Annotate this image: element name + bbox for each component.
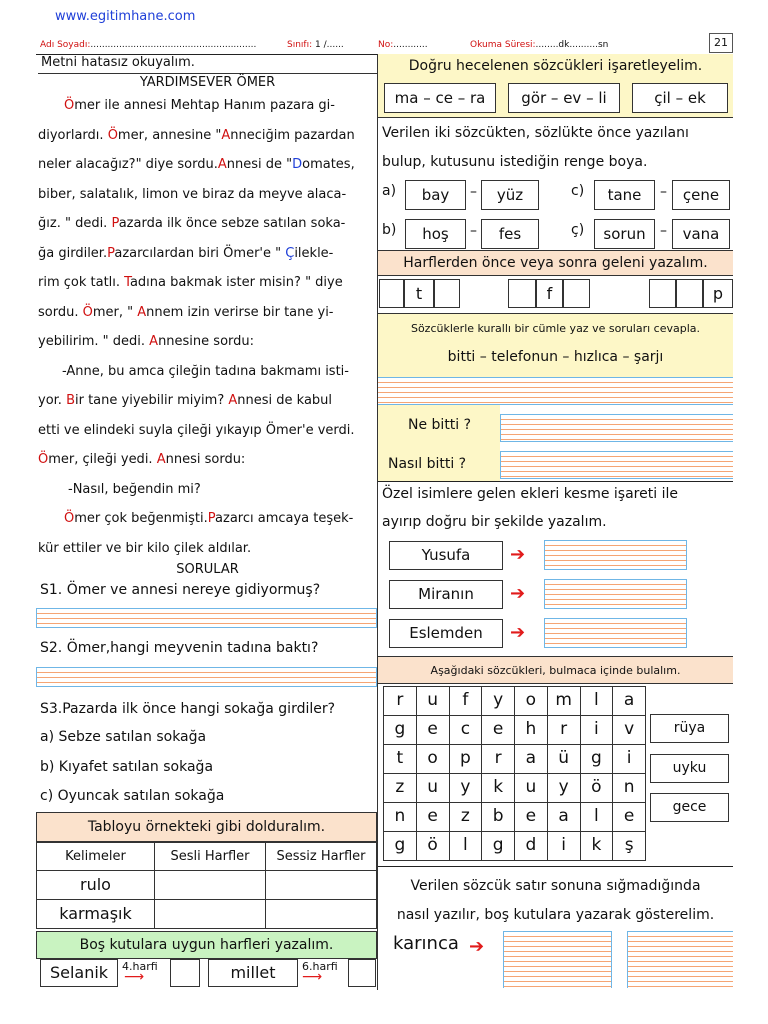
story-text: Ömer ile annesi Mehtap Hanım pazara gi- diyorlardı. Ömer, annesine "Anneciğim pazardan neler alacağız?" diye sordu.Annesi de "Domates, biber, salatalık, limon ve biraz da meyve alaca- ğız. " dedi. Pazarda ilk önce sebze satılan soka- ğa girdiler.Pazarcılardan biri Ömer'e " Çilekle- rim çok tatlı. Tadına bakmak ister misin? " diye sordu. Ömer, " Annem izin verirse bir tane yi- yebilirim. " dedi. Annesine sordu: -Anne, bu amca çileğin tadına bakmamı isti- yor. Bir tane yiyebilir miyim? Annesi de kabul etti ve elindeki suyla çileği yıkayıp Ömer'e verdi. Ömer, çileği yedi. Annesi sordu: -Nasıl, beğendin mi? Ömer çok beğenmişti.Pazarcı amcaya teşek- kür ettiler ve bir kilo çilek aldılar. bbox=[38, 98, 355, 556]
dictionary-word-box[interactable]: vana bbox=[672, 219, 730, 249]
questions-title: SORULAR bbox=[176, 562, 239, 577]
puzzle-cell[interactable]: g bbox=[481, 831, 515, 861]
class-field bbox=[287, 40, 344, 50]
table-title: Tabloyu örnekteki gibi dolduralım. bbox=[36, 812, 377, 842]
fill-answer-box[interactable] bbox=[170, 959, 200, 987]
puzzle-cell[interactable]: e bbox=[481, 715, 515, 745]
fill-hint: 6.harfi bbox=[302, 960, 338, 973]
puzzle-cell[interactable]: g bbox=[580, 744, 614, 774]
table-cell-vowels[interactable] bbox=[154, 899, 266, 929]
letters-title: Harflerden önce veya sonra geleni yazalım. bbox=[378, 250, 733, 276]
puzzle-cell[interactable]: ü bbox=[547, 744, 581, 774]
puzzle-cell[interactable]: e bbox=[416, 802, 450, 832]
reading-instruction: Metni hatasız okuyalım. bbox=[38, 54, 377, 74]
table-header: Sessiz Harfler bbox=[265, 842, 377, 871]
puzzle-cell[interactable]: e bbox=[612, 802, 646, 832]
reading-time-field bbox=[470, 40, 608, 50]
dictionary-instruction-2: bulup, kutusunu istediğin renge boya. bbox=[382, 154, 648, 170]
fill-answer-box[interactable] bbox=[348, 959, 376, 987]
puzzle-cell[interactable]: r bbox=[547, 715, 581, 745]
question-3-option-c[interactable]: c) Oyuncak satılan sokağa bbox=[40, 788, 225, 804]
puzzle-cell[interactable]: d bbox=[514, 831, 548, 861]
pair-dash: – bbox=[660, 184, 667, 200]
puzzle-cell[interactable]: t bbox=[383, 744, 417, 774]
sentence-answer-field[interactable] bbox=[378, 377, 733, 405]
puzzle-cell[interactable]: o bbox=[416, 744, 450, 774]
dictionary-word-box[interactable]: sorun bbox=[594, 219, 655, 249]
syllable-option[interactable]: gör – ev – li bbox=[508, 83, 620, 113]
letters-table bbox=[36, 842, 377, 930]
puzzle-cell[interactable]: g bbox=[383, 715, 417, 745]
question-2: S2. Ömer,hangi meyvenin tadına baktı? bbox=[40, 640, 319, 656]
question-3: S3.Pazarda ilk önce hangi sokağa girdiler? bbox=[40, 701, 336, 717]
dictionary-word-box[interactable]: fes bbox=[481, 219, 539, 249]
puzzle-cell[interactable]: y bbox=[449, 773, 483, 803]
fill-hint: 4.harfi bbox=[122, 960, 158, 973]
puzzle-word: gece bbox=[650, 793, 729, 822]
proper-instruction-2: ayırıp doğru bir şekilde yazalım. bbox=[382, 514, 607, 530]
puzzle-cell[interactable]: y bbox=[547, 773, 581, 803]
puzzle-cell[interactable]: v bbox=[612, 715, 646, 745]
puzzle-cell[interactable]: m bbox=[547, 686, 581, 716]
letter-given: t bbox=[404, 279, 434, 308]
section-rule bbox=[378, 866, 733, 867]
letter-given: f bbox=[536, 279, 563, 308]
letter-answer-box[interactable] bbox=[434, 279, 460, 308]
dictionary-instruction-1: Verilen iki sözcükten, sözlükte önce yazılanı bbox=[382, 125, 689, 141]
arrow-right-icon: ➔ bbox=[510, 583, 526, 604]
sentence-words: bitti – telefonun – hızlıca – şarjı bbox=[447, 349, 664, 365]
how-question: Nasıl bitti ? bbox=[388, 456, 467, 472]
number-value: ............ bbox=[393, 40, 428, 50]
name-field bbox=[40, 40, 256, 50]
puzzle-cell[interactable]: o bbox=[514, 686, 548, 716]
section-rule bbox=[378, 481, 733, 482]
letter-answer-box[interactable] bbox=[508, 279, 536, 308]
puzzle-cell[interactable]: l bbox=[580, 802, 614, 832]
table-word: rulo bbox=[36, 870, 155, 900]
dictionary-word-box[interactable]: yüz bbox=[481, 180, 539, 210]
puzzle-cell[interactable]: u bbox=[416, 686, 450, 716]
puzzle-cell[interactable]: f bbox=[449, 686, 483, 716]
what-question: Ne bitti ? bbox=[408, 417, 472, 433]
proper-answer-field[interactable] bbox=[544, 579, 687, 609]
fill-letters-title: Boş kutulara uygun harfleri yazalım. bbox=[36, 931, 377, 959]
letter-answer-box[interactable] bbox=[649, 279, 676, 308]
pair-label: c) bbox=[571, 183, 585, 199]
puzzle-cell[interactable]: e bbox=[416, 715, 450, 745]
word-puzzle-grid bbox=[383, 686, 645, 860]
puzzle-cell[interactable]: i bbox=[547, 831, 581, 861]
fill-word: millet bbox=[208, 959, 298, 987]
number-label: No: bbox=[378, 40, 394, 50]
puzzle-cell[interactable]: b bbox=[481, 802, 515, 832]
puzzle-cell[interactable]: a bbox=[514, 744, 548, 774]
arrow-right-icon: ➔ bbox=[469, 936, 485, 957]
dictionary-word-box[interactable]: hoş bbox=[405, 219, 466, 249]
puzzle-cell[interactable]: ş bbox=[612, 831, 646, 861]
name-label: Adı Soyadı: bbox=[40, 40, 91, 50]
name-value: .......................................................... bbox=[90, 40, 257, 50]
dictionary-word-box[interactable]: çene bbox=[672, 180, 730, 210]
puzzle-cell[interactable]: c bbox=[449, 715, 483, 745]
puzzle-cell[interactable]: r bbox=[383, 686, 417, 716]
proper-word: Yusufa bbox=[389, 541, 503, 570]
puzzle-cell[interactable]: y bbox=[481, 686, 515, 716]
what-answer-field[interactable] bbox=[500, 414, 733, 442]
puzzle-cell[interactable]: ö bbox=[580, 773, 614, 803]
question-3-option-b[interactable]: b) Kıyafet satılan sokağa bbox=[40, 759, 214, 775]
letter-answer-box[interactable] bbox=[676, 279, 703, 308]
answer-1-field[interactable] bbox=[36, 608, 377, 628]
puzzle-cell[interactable]: u bbox=[514, 773, 548, 803]
hyphen-answer-box-1[interactable] bbox=[503, 931, 612, 988]
puzzle-cell[interactable]: a bbox=[547, 802, 581, 832]
puzzle-cell[interactable]: l bbox=[580, 686, 614, 716]
pair-label: b) bbox=[382, 222, 397, 238]
puzzle-cell[interactable]: e bbox=[514, 802, 548, 832]
pair-dash: – bbox=[660, 223, 667, 239]
fill-word: Selanik bbox=[40, 959, 118, 987]
dictionary-word-box[interactable]: tane bbox=[594, 180, 655, 210]
site-url[interactable]: www.egitimhane.com bbox=[55, 9, 196, 24]
page-number: 21 bbox=[709, 33, 733, 53]
proper-word: Miranın bbox=[389, 580, 503, 609]
hyphen-instruction-2: nasıl yazılır, boş kutulara yazarak gösterelim. bbox=[396, 907, 715, 923]
syllable-title: Doğru hecelenen sözcükleri işaretleyelim. bbox=[408, 58, 703, 74]
pair-dash: – bbox=[470, 184, 477, 200]
column-divider bbox=[377, 54, 378, 990]
proper-instruction-1: Özel isimlere gelen ekleri kesme işareti ile bbox=[382, 486, 678, 502]
arrow-right-icon: ➔ bbox=[510, 622, 526, 643]
syllable-option[interactable]: çil – ek bbox=[632, 83, 728, 113]
pair-dash: – bbox=[470, 223, 477, 239]
puzzle-word: uyku bbox=[650, 754, 729, 783]
proper-answer-field[interactable] bbox=[544, 618, 687, 648]
class-label: Sınıfı: bbox=[287, 40, 313, 50]
table-cell-consonants[interactable] bbox=[265, 899, 377, 929]
reading-time-value: ........dk..........sn bbox=[535, 40, 609, 50]
table-cell-consonants[interactable] bbox=[265, 870, 377, 900]
table-header: Sesli Harfler bbox=[154, 842, 266, 871]
hyphen-answer-box-2[interactable] bbox=[627, 931, 733, 988]
puzzle-cell[interactable]: n bbox=[383, 802, 417, 832]
dictionary-word-box[interactable]: bay bbox=[405, 180, 466, 210]
number-field bbox=[378, 40, 428, 50]
how-answer-field[interactable] bbox=[500, 451, 733, 479]
puzzle-cell[interactable]: ö bbox=[416, 831, 450, 861]
arrow-right-icon: ⟶ bbox=[302, 969, 323, 985]
pair-label: ç) bbox=[571, 222, 585, 238]
puzzle-cell[interactable]: k bbox=[481, 773, 515, 803]
question-1: S1. Ömer ve annesi nereye gidiyormuş? bbox=[40, 582, 321, 598]
class-value: 1 /...... bbox=[315, 40, 344, 50]
puzzle-cell[interactable]: k bbox=[580, 831, 614, 861]
puzzle-cell[interactable]: i bbox=[580, 715, 614, 745]
puzzle-cell[interactable]: z bbox=[449, 802, 483, 832]
puzzle-cell[interactable]: n bbox=[612, 773, 646, 803]
puzzle-word: rüya bbox=[650, 714, 729, 743]
puzzle-cell[interactable]: g bbox=[383, 831, 417, 861]
hyphen-word: karınca bbox=[393, 933, 459, 954]
puzzle-cell[interactable]: h bbox=[514, 715, 548, 745]
reading-time-label: Okuma Süresi: bbox=[470, 40, 536, 50]
question-3-option-a[interactable]: a) Sebze satılan sokağa bbox=[40, 729, 207, 745]
sentence-instruction: Sözcüklerle kurallı bir cümle yaz ve soruları cevapla. bbox=[410, 322, 701, 335]
table-word: karmaşık bbox=[36, 899, 155, 929]
letter-answer-box[interactable] bbox=[563, 279, 590, 308]
puzzle-cell[interactable]: u bbox=[416, 773, 450, 803]
pair-label: a) bbox=[382, 183, 397, 199]
table-header: Kelimeler bbox=[36, 842, 155, 871]
letter-answer-box[interactable] bbox=[379, 279, 404, 308]
puzzle-cell[interactable]: z bbox=[383, 773, 417, 803]
puzzle-cell[interactable]: p bbox=[449, 744, 483, 774]
proper-answer-field[interactable] bbox=[544, 540, 687, 570]
puzzle-title: Aşağıdaki sözcükleri, bulmaca içinde bulalım. bbox=[378, 656, 733, 684]
syllable-option[interactable]: ma – ce – ra bbox=[384, 83, 496, 113]
puzzle-cell[interactable]: r bbox=[481, 744, 515, 774]
story-title: YARDIMSEVER ÖMER bbox=[139, 75, 276, 90]
table-cell-vowels[interactable] bbox=[154, 870, 266, 900]
proper-word: Eslemden bbox=[389, 619, 503, 648]
arrow-right-icon: ➔ bbox=[510, 544, 526, 565]
arrow-right-icon: ⟶ bbox=[124, 969, 145, 985]
puzzle-cell[interactable]: l bbox=[449, 831, 483, 861]
letter-given: p bbox=[703, 279, 733, 308]
puzzle-cell[interactable]: i bbox=[612, 744, 646, 774]
answer-2-field[interactable] bbox=[36, 667, 377, 687]
puzzle-cell[interactable]: a bbox=[612, 686, 646, 716]
hyphen-instruction-1: Verilen sözcük satır sonuna sığmadığında bbox=[410, 878, 701, 894]
